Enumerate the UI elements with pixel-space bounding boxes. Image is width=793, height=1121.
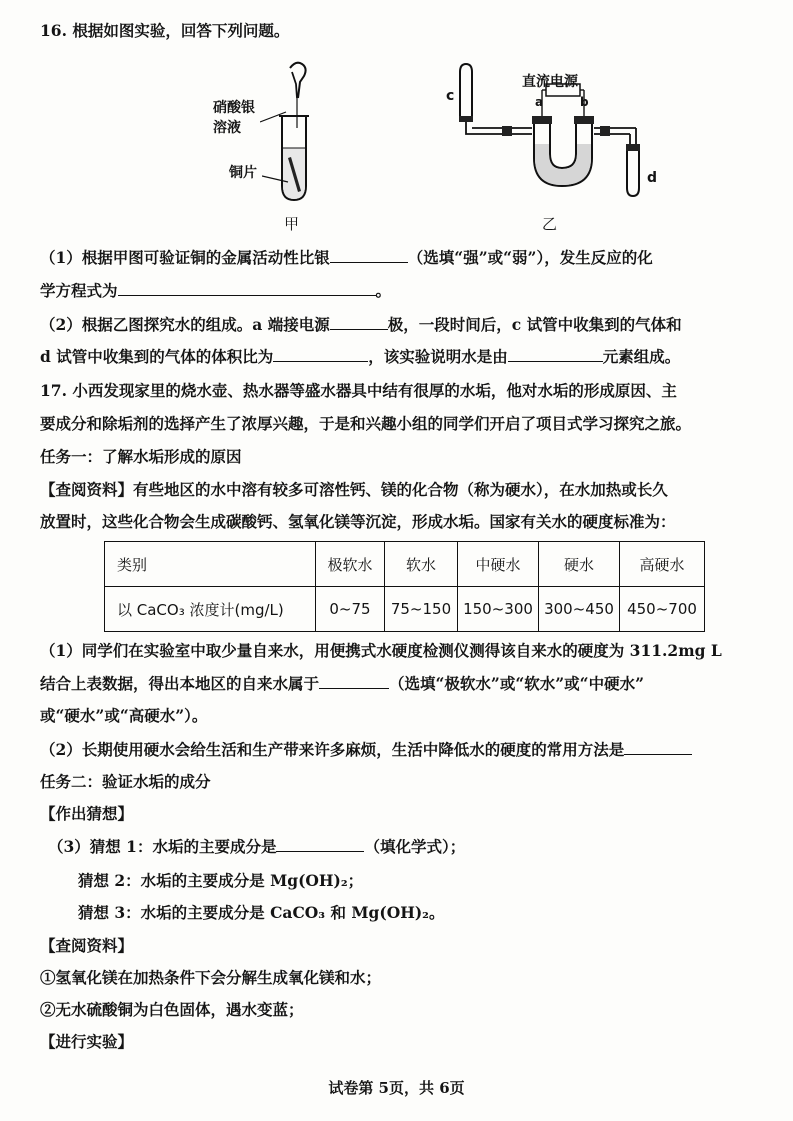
q16-part2-line2 [40,346,680,368]
q16-part1-line2 [40,280,391,302]
answer-blank[interactable] [508,346,603,362]
guess-heading: 【作出猜想】 [40,804,134,823]
info2-item1: ①氢氧化镁在加热条件下会分解生成氧化镁和水； [40,968,382,987]
info2-item2: ②无水硫酸铜为白色固体，遇水变蓝； [40,1000,304,1019]
q16-p2-text-c: d 试管中收集到的气体的体积比为 [40,347,274,366]
answer-blank[interactable] [330,247,408,263]
label-agno3-line2: 溶液 [213,120,241,136]
table-header-cell: 类别 [105,542,316,587]
guess-3: 猜想 3：水垢的主要成分是 CaCO₃ 和 Mg(OH)₂。 [78,903,445,922]
q16-p1-text-c: 学方程式为 [40,281,118,300]
table-cell: 0~75 [316,587,385,632]
answer-blank[interactable] [624,739,692,755]
caption-jia: 甲 [284,215,300,233]
q16-p1-text-d: 。 [375,281,392,300]
label-dc-power: 直流电源 [522,74,578,90]
answer-blank[interactable] [330,314,388,330]
q16-p2-text-a: （2）根据乙图探究水的组成。a 端接电源 [40,315,330,334]
label-a: a [535,95,544,109]
guess1-text-a: （3）猜想 1：水垢的主要成分是 [48,837,277,856]
answer-blank[interactable] [319,673,389,689]
table-header-cell: 中硬水 [458,542,539,587]
q16-p2-text-b: 极，一段时间后，c 试管中收集到的气体和 [387,315,682,334]
task2-heading: 任务二：验证水垢的成分 [40,772,211,791]
caption-yi: 乙 [542,215,558,233]
q16-p2-text-d: ，该实验说明水是由 [368,347,508,366]
info2-heading: 【查阅资料】 [40,936,134,955]
label-agno3-pointer [260,106,290,136]
experiment-heading: 【进行实验】 [40,1032,134,1051]
label-d: d [647,170,658,186]
q17-intro-line1: 17. 小西发现家里的烧水壶、热水器等盛水器具中结有很厚的水垢，他对水垢的形成原因、主 [40,381,677,400]
table-cell: 450~700 [620,587,705,632]
page-footer: 试卷第 5页，共 6页 [328,1079,465,1097]
q16-part2-line1 [40,314,682,336]
guess-2: 猜想 2：水垢的主要成分是 Mg(OH)₂； [78,871,364,890]
q17-intro-line2: 要成分和除垢剂的选择产生了浓厚兴趣，于是和兴趣小组的同学们开启了项目式学习探究之旅。 [40,414,692,433]
q17-part2 [40,739,692,761]
label-c: c [446,88,455,104]
table-header-cell: 高硬水 [620,542,705,587]
label-copper: 铜片 [229,165,257,181]
q17-q2-text: （2）长期使用硬水会给生活和生产带来许多麻烦，生活中降低水的硬度的常用方法是 [40,740,625,759]
q17-q1-text-b: （选填“极软水”或“软水”或“中硬水” [389,674,645,693]
q17-q1-text-a: 结合上表数据，得出本地区的自来水属于 [40,674,320,693]
table-header-cell: 软水 [385,542,458,587]
q17-part1-line1: （1）同学们在实验室中取少量自来水，用便携式水硬度检测仪测得该自来水的硬度为 311.2mg L [40,641,722,660]
task1-heading: 任务一：了解水垢形成的原因 [40,447,242,466]
q17-part1-line3: 或“硬水”或“高硬水”）。 [40,706,208,725]
table-cell: 150~300 [458,587,539,632]
info1-line2: 放置时，这些化合物会生成碳酸钙、氢氧化镁等沉淀，形成水垢。国家有关水的硬度标准为： [40,512,676,531]
figures [0,58,793,236]
q16-p2-text-e: 元素组成。 [602,347,681,366]
guess1-text-b: （填化学式）； [364,837,466,856]
table-header-cell: 极软水 [316,542,385,587]
label-copper-pointer [262,168,292,188]
info1-line1: 【查阅资料】有些地区的水中溶有较多可溶性钙、镁的化合物（称为硬水），在水加热或长久 [40,480,668,499]
q16-p1-text-b: （选填“强”或“弱”），发生反应的化 [407,248,653,267]
guess-1 [48,836,465,858]
table-row [105,587,705,632]
answer-blank[interactable] [118,280,376,296]
table-row-label: 以 CaCO₃ 浓度计(mg/L) [105,587,316,632]
q16-part1-line1 [40,247,653,269]
q16-p1-text-a: （1）根据甲图可验证铜的金属活动性比银 [40,248,330,267]
table-header-row [105,542,705,587]
answer-blank[interactable] [276,836,364,852]
table-header-cell: 硬水 [539,542,620,587]
label-agno3-line1: 硝酸银 [213,100,255,116]
label-b: b [580,95,589,109]
answer-blank[interactable] [273,346,368,362]
hardness-table [104,541,705,632]
q16-title: 16. 根据如图实验，回答下列问题。 [40,21,290,40]
table-cell: 300~450 [539,587,620,632]
table-cell: 75~150 [385,587,458,632]
q17-part1-line2 [40,673,644,695]
